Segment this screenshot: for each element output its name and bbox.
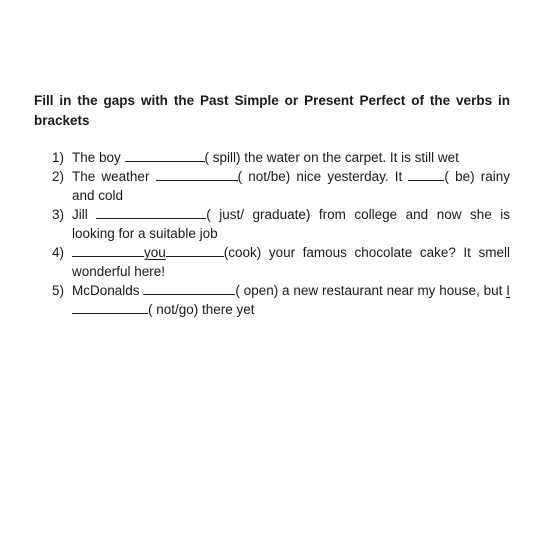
exercise-item-1: [34, 148, 510, 167]
item-verb-hint: ( not/go) there yet: [148, 302, 255, 317]
item-text: McDonalds: [72, 283, 144, 298]
exercise-list: [34, 148, 510, 319]
answer-blank[interactable]: [96, 205, 206, 219]
item-number: 5): [52, 283, 65, 298]
item-verb-hint: ( spill) the water on the carpet. It is still wet: [204, 150, 459, 165]
instructions-heading: Fill in the gaps with the Past Simple or Present Perfect of the verbs in brackets: [34, 93, 510, 128]
answer-blank[interactable]: [125, 148, 205, 162]
worksheet: [34, 91, 510, 319]
item-subject: I: [506, 283, 510, 298]
item-text: The boy: [72, 150, 125, 165]
item-number: 2): [52, 169, 65, 184]
item-verb-hint: ( be) rainy and cold: [72, 169, 510, 203]
item-number: 3): [52, 207, 65, 222]
answer-blank[interactable]: [143, 281, 235, 295]
item-verb-hint: ( just/ graduate) from college and now she is looking for a suitable job: [72, 207, 510, 241]
exercise-item-2: [34, 167, 510, 205]
item-number: 1): [52, 150, 65, 165]
exercise-item-5: [34, 281, 510, 319]
exercise-item-4: [34, 243, 510, 281]
answer-blank[interactable]: [166, 243, 224, 257]
answer-blank[interactable]: [408, 167, 444, 181]
item-subject: you: [144, 245, 166, 260]
exercise-item-3: [34, 205, 510, 243]
item-verb-hint: ( not/be) nice yesterday. It: [237, 169, 409, 184]
answer-blank[interactable]: [72, 300, 148, 314]
answer-blank[interactable]: [72, 243, 144, 257]
item-number: 4): [52, 245, 65, 260]
item-verb-hint: ( open) a new restaurant near my house, but: [235, 283, 507, 298]
answer-blank[interactable]: [156, 167, 238, 181]
item-verb-hint: (cook) your famous chocolate cake? It smell wonderful here!: [72, 245, 510, 279]
item-text: The weather: [72, 169, 156, 184]
item-text: Jill: [72, 207, 97, 222]
